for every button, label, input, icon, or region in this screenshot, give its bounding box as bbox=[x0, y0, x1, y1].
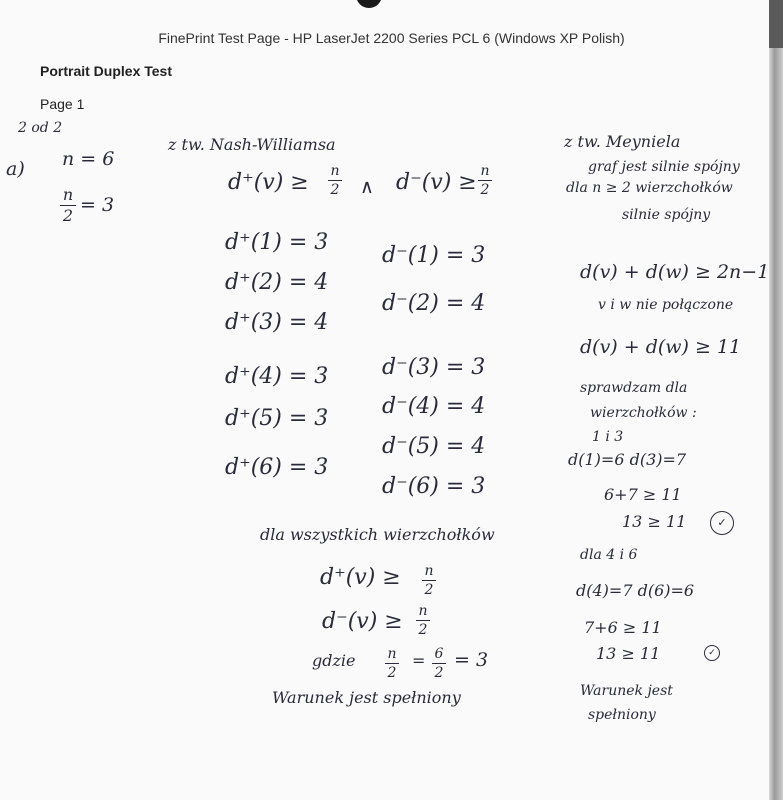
right-theorem-reference: z tw. Meyniela bbox=[564, 132, 681, 151]
out-degree-6: d⁺(6) = 3 bbox=[225, 455, 329, 480]
pair-1-degrees: d(1)=6 d(3)=7 bbox=[568, 450, 687, 469]
pair-1-sum: 6+7 ≥ 11 bbox=[604, 485, 682, 504]
punch-hole bbox=[356, 0, 382, 8]
final-in-condition: d⁻(v) ≥ bbox=[322, 609, 403, 634]
check-mark-icon: ✓ bbox=[710, 511, 734, 535]
fraction-numerator: 6 bbox=[434, 646, 444, 662]
where-fraction-n bbox=[385, 647, 399, 680]
check-line-1: sprawdzam dla bbox=[580, 380, 688, 396]
out-degree-1: d⁺(1) = 3 bbox=[225, 230, 329, 255]
where-fraction-six bbox=[432, 647, 446, 680]
fraction-numerator: n bbox=[62, 185, 74, 204]
fraction-bar bbox=[385, 663, 399, 664]
scan-edge bbox=[769, 0, 783, 800]
out-degree-2: d⁺(2) = 4 bbox=[225, 270, 329, 295]
condition-in: d⁻(v) ≥ bbox=[396, 170, 477, 195]
final-out-condition: d⁺(v) ≥ bbox=[320, 565, 401, 590]
in-degree-5: d⁻(5) = 4 bbox=[382, 434, 486, 459]
conclusion-line-2: spełniony bbox=[588, 707, 656, 723]
n-value: n = 6 bbox=[62, 148, 115, 170]
fraction-bar bbox=[328, 180, 342, 181]
n-half-fraction bbox=[60, 187, 76, 224]
fraction-denominator: 2 bbox=[434, 665, 444, 681]
fraction-bar bbox=[478, 180, 492, 181]
where-label: gdzie bbox=[312, 651, 356, 670]
page-count-note: 2 od 2 bbox=[18, 120, 63, 136]
in-degree-3: d⁻(3) = 3 bbox=[382, 355, 486, 380]
part-label: a) bbox=[6, 158, 25, 180]
in-degree-4: d⁻(4) = 4 bbox=[382, 394, 486, 419]
pair-2-result: 13 ≥ 11 bbox=[596, 644, 661, 663]
fraction-numerator: n bbox=[480, 163, 490, 179]
final-fraction-1 bbox=[422, 564, 436, 597]
final-fraction-2 bbox=[416, 604, 430, 637]
page-number-label: Page 1 bbox=[40, 96, 85, 112]
check-line-2: wierzchołków : bbox=[590, 405, 697, 421]
fraction-numerator: n bbox=[424, 563, 434, 579]
print-header-title: FinePrint Test Page - HP LaserJet 2200 Series PCL 6 (Windows XP Polish) bbox=[158, 30, 625, 46]
conclusion-line-1: Warunek jest bbox=[580, 683, 673, 699]
pair-2-sum: 7+6 ≥ 11 bbox=[584, 618, 662, 637]
fraction-numerator: n bbox=[387, 646, 397, 662]
fraction-denominator: 2 bbox=[330, 182, 340, 198]
fraction-denominator: 2 bbox=[418, 622, 428, 638]
condition-met-note: Warunek jest spełniony bbox=[272, 688, 461, 707]
pair-1-label: 1 i 3 bbox=[592, 429, 624, 445]
fraction-denominator: 2 bbox=[387, 665, 397, 681]
right-line-3: silnie spójny bbox=[622, 207, 711, 223]
theorem-reference: z tw. Nash-Williamsa bbox=[168, 135, 336, 154]
fraction-denominator: 2 bbox=[480, 182, 490, 198]
fraction-numerator: n bbox=[418, 603, 428, 619]
right-line-1: graf jest silnie spójny bbox=[588, 159, 740, 175]
pair-2-degrees: d(4)=7 d(6)=6 bbox=[576, 581, 695, 600]
condition-and: ∧ bbox=[360, 176, 374, 198]
in-degree-1: d⁻(1) = 3 bbox=[382, 243, 486, 268]
fraction-denominator: 2 bbox=[424, 582, 434, 598]
fraction-denominator: 2 bbox=[62, 206, 74, 225]
in-degree-2: d⁻(2) = 4 bbox=[382, 291, 486, 316]
n-half-result: = 3 bbox=[80, 194, 115, 216]
test-subtitle: Portrait Duplex Test bbox=[40, 63, 172, 79]
out-degree-4: d⁺(4) = 3 bbox=[225, 364, 329, 389]
pair-1-result: 13 ≥ 11 bbox=[622, 512, 687, 531]
fraction-bar bbox=[416, 620, 430, 621]
condition-fraction-2 bbox=[478, 164, 492, 197]
fraction-numerator: n bbox=[330, 163, 340, 179]
out-degree-5: d⁺(5) = 3 bbox=[225, 406, 329, 431]
pair-2-label: dla 4 i 6 bbox=[580, 547, 638, 563]
for-all-vertices: dla wszystkich wierzchołków bbox=[260, 525, 495, 544]
right-inequality-2: d(v) + d(w) ≥ 11 bbox=[580, 336, 742, 358]
out-degree-3: d⁺(3) = 4 bbox=[225, 310, 329, 335]
condition-out: d⁺(v) ≥ bbox=[228, 170, 309, 195]
right-inequality-note: v i w nie połączone bbox=[598, 297, 734, 313]
right-inequality-1: d(v) + d(w) ≥ 2n−1 bbox=[580, 261, 770, 283]
fraction-bar bbox=[432, 663, 446, 664]
where-equals: = bbox=[412, 651, 426, 670]
check-mark-icon: ✓ bbox=[704, 645, 720, 661]
where-result: = 3 bbox=[454, 649, 489, 671]
in-degree-6: d⁻(6) = 3 bbox=[382, 474, 486, 499]
condition-fraction-1 bbox=[328, 164, 342, 197]
fraction-bar bbox=[422, 580, 436, 581]
right-line-2: dla n ≥ 2 wierzchołków bbox=[566, 180, 733, 196]
